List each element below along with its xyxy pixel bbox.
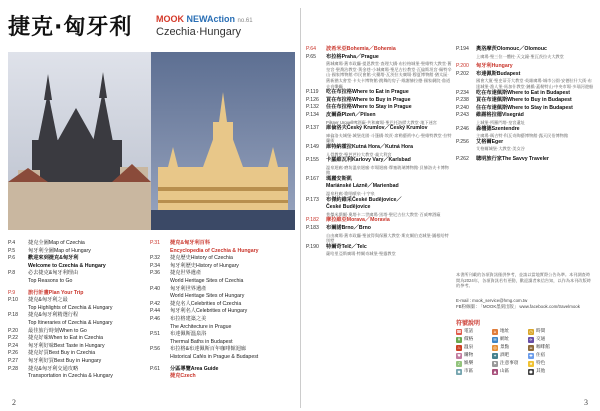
legend-item — [528, 336, 564, 344]
toc-page-number — [8, 263, 28, 271]
toc-mid-col — [306, 46, 452, 257]
legend-grid — [456, 328, 596, 376]
toc-page-number: P.65 — [306, 53, 317, 60]
legend-item — [528, 328, 564, 336]
contact-line: FB粉絲團 : 「MOOK墨刻出版」 www.facebook.com/travelmook — [456, 304, 580, 309]
toc-page-number: P.194 — [456, 46, 469, 52]
toc-entry-title: 捷克好買Best Buy in Czechia — [28, 350, 96, 357]
toc-entry — [150, 366, 298, 374]
toc-entry-title: 特爾奇Telč／Telc — [326, 243, 367, 250]
legend-item — [492, 360, 528, 368]
toc-entry-title: 住在布達佩斯Where to Stay in Budapest — [476, 104, 573, 111]
toc-entry-title: 人骨教堂·聖芭芭拉大教堂·義大利宮 — [326, 151, 392, 157]
legend-icon: ♥ — [457, 353, 461, 358]
toc-page-number: P.243 — [456, 112, 469, 119]
legend-label: 時間 — [536, 329, 546, 334]
toc-page-number: P.61 — [150, 365, 161, 372]
toc-entry — [306, 144, 452, 152]
toc-page-number: P.40 — [150, 285, 161, 292]
toc-entry — [306, 61, 452, 89]
legend-label: 其他 — [536, 369, 546, 374]
toc-page-number: P.202 — [456, 70, 469, 77]
brand-logo — [156, 14, 253, 24]
toc-entry — [306, 225, 452, 233]
toc-entry-title: 捷克好味When to Eat in Czechia — [28, 335, 103, 342]
toc-entry-title: 捷克&匈牙利精選行程 — [28, 312, 79, 319]
toc-entry — [306, 251, 452, 257]
toc-entry-title: 摩拉維亞Morava／Moravia — [326, 217, 390, 224]
toc-page-number: P.256 — [456, 138, 469, 145]
toc-entry — [150, 240, 298, 248]
toc-entry — [456, 78, 594, 89]
toc-entry — [306, 165, 452, 176]
toc-entry-title: 上城堡·所羅門塔·皇宮遺址 — [476, 119, 525, 125]
toc-entry-title: 捷克&匈牙利交通攻略 — [28, 365, 79, 372]
toc-entry-title: 國會大廈·聖史蒂芬大教堂·英雄廣場·城市公園·安德拉什大街·布達城堡·漁人堡·馬加什教堂·鏈橋·蓋勒特山·中央市場·多瑙河遊船 — [476, 78, 594, 89]
toc-entry-title: 匈牙利歷史History of Hungary — [170, 262, 239, 269]
legend-icon: ✉ — [493, 337, 497, 342]
toc-entry-title: 吃在布拉格Where to Eat in Prague — [326, 89, 409, 96]
legend-item — [528, 360, 564, 368]
toc-entry-title: 旅行計畫Plan Your Trip — [28, 289, 84, 296]
legend-item — [492, 344, 528, 352]
toc-entry-title: 買在布達佩斯Where to Buy in Budapest — [476, 97, 572, 104]
legend-item — [456, 368, 492, 376]
toc-entry-title: 溫泉迴廊·磨坊溫泉迴廊·市場迴廊·摩塞玻璃博物館·貝赫洛夫卡博物館 — [326, 164, 449, 176]
toc-entry-title: Welcome to Czechia & Hungary — [28, 262, 106, 269]
toc-entry — [8, 240, 148, 248]
toc-entry — [150, 373, 298, 381]
toc-entry-title: 薩哈里亞斯廣場·特爾奇城堡·聖靈教堂 — [326, 251, 396, 257]
toc-entry — [150, 316, 298, 324]
toc-page-number: P.119 — [306, 89, 319, 96]
toc-entry-title: 匈牙利Hungary — [476, 63, 513, 70]
toc-entry — [306, 233, 452, 244]
toc-entry — [306, 89, 452, 97]
toc-page-number: P.27 — [8, 357, 19, 364]
legend-icon: ⌂ — [493, 329, 497, 334]
toc-page-number — [150, 339, 170, 347]
toc-entry-title: 捷克&匈牙利之最 — [28, 297, 68, 304]
toc-entry-title: Encyclopedia of Czechia & Hungary — [170, 247, 259, 254]
toc-entry — [150, 331, 298, 339]
legend-icon: ♪ — [457, 361, 461, 366]
page-number-right: 3 — [584, 398, 588, 407]
issue-number: no.61 — [237, 18, 253, 24]
toc-page-number: P.26 — [8, 350, 19, 357]
toc-entry-title: 匈牙利好買Best Buy in Hungary — [28, 357, 102, 364]
toc-entry — [150, 308, 298, 316]
toc-page-number: P.31 — [150, 240, 161, 246]
toc-page-number: P.56 — [150, 346, 161, 353]
toc-entry-title: 主廣場·瑪吉特·科瓦奇陶藝博物館·露天民俗博物館 — [476, 133, 569, 139]
toc-page-number: P.173 — [306, 196, 319, 203]
toc-entry-title: Top Highlights of Czechia & Hungary — [28, 304, 113, 311]
toc-entry-title: 吃在布達佩斯Where to Eat in Budapest — [476, 89, 570, 96]
toc-entry-title: 買在布拉格Where to Buy in Prague — [326, 96, 411, 103]
toc-page-number — [150, 354, 170, 362]
legend-icon: ● — [529, 369, 533, 374]
toc-entry — [8, 335, 148, 343]
toc-left-col1 — [8, 240, 148, 381]
legend-item — [456, 360, 492, 368]
toc-entry — [306, 133, 452, 144]
gutter-divider — [300, 8, 301, 408]
legend-label: 特色 — [536, 361, 546, 366]
toc-entry-title: The Architecture in Prague — [170, 323, 232, 330]
toc-entry-title: 瑪麗安斯凱 — [326, 175, 352, 182]
toc-page-number: P.10 — [8, 297, 19, 304]
toc-page-number — [306, 133, 326, 144]
toc-entry-title: Thermal Baths in Budapest — [170, 338, 233, 345]
toc-page-number — [306, 183, 326, 191]
toc-entry — [456, 156, 594, 164]
toc-page-number — [150, 373, 170, 381]
toc-entry — [456, 126, 594, 134]
legend-icon: ✈ — [529, 337, 533, 342]
toc-entry-title: Top Reasons to Go — [28, 277, 73, 284]
toc-entry — [8, 312, 148, 320]
toc-entry-title: 庫倫洛夫Český Krumlov／Český Krumlov — [326, 125, 428, 132]
toc-entry-title: 自由廣場·舊市政廳·聖彼得與保羅大教堂·斯皮爾伯克城堡·圖根哈特別墅 — [326, 232, 449, 244]
toc-entry — [456, 63, 594, 71]
toc-entry — [150, 278, 298, 286]
toc-entry-title: 匈牙利全圖Map of Hungary — [28, 247, 91, 254]
legend-label: 網址 — [500, 337, 510, 342]
toc-page-number: P.167 — [306, 175, 319, 182]
toc-page-number — [306, 251, 326, 257]
legend-icon: ⚑ — [493, 361, 497, 366]
legend-icon: ✦ — [493, 353, 497, 358]
toc-entry-title: World Heritage Sites of Hungary — [170, 293, 245, 300]
toc-page-number — [456, 78, 476, 89]
toc-page-number — [150, 248, 170, 256]
toc-page-number — [150, 278, 170, 286]
legend-label: 電話 — [464, 329, 474, 334]
toc-page-number — [306, 233, 326, 244]
legend-label: 景點 — [500, 345, 510, 350]
toc-entry — [8, 358, 148, 366]
toc-entry — [150, 293, 298, 301]
toc-entry-title: 維謝格拉德Visegrád — [476, 112, 524, 119]
toc-entry — [150, 255, 298, 263]
city-collage-image — [8, 52, 295, 230]
toc-entry — [8, 366, 148, 374]
legend-label: 山區 — [500, 369, 510, 374]
legend-item — [528, 344, 564, 352]
toc-entry-title: 布達佩斯Budapest — [476, 70, 521, 77]
toc-entry-title: 艾格爾Eger — [476, 138, 504, 145]
legend-icon: ♨ — [457, 345, 461, 350]
toc-entry-title: 捷克Czech — [170, 373, 196, 380]
page-number-left: 2 — [12, 398, 16, 407]
toc-page-number — [150, 293, 170, 301]
contact-block — [456, 298, 596, 310]
toc-page-number: P.132 — [306, 104, 319, 111]
toc-page-number: P.42 — [150, 300, 161, 307]
toc-entry — [8, 255, 148, 263]
legend-icon: ◷ — [529, 329, 533, 334]
toc-entry-title: 皮爾森Plzeň／Pilsen — [326, 111, 376, 118]
toc-entry — [456, 46, 594, 54]
legend-item — [492, 328, 528, 336]
toc-page-number: P.24 — [8, 342, 19, 349]
toc-entry-title: 波希米亞Bohemia／Bohemia — [326, 46, 396, 52]
toc-page-number — [8, 278, 28, 286]
toc-page-number: P.234 — [456, 89, 469, 96]
legend-item — [492, 352, 528, 360]
legend-icon: ◎ — [493, 345, 497, 350]
legend-item — [528, 368, 564, 376]
toc-page-number: P.126 — [306, 96, 319, 103]
toc-entry-title: 布拉格建築之美 — [170, 315, 207, 322]
toc-entry — [306, 217, 452, 225]
toc-page-number: P.238 — [456, 97, 469, 104]
toc-entry-title: 布拉格Praha／Prague — [326, 53, 379, 60]
toc-entry-title: Top Itineraries of Czechia & Hungary — [28, 319, 113, 326]
toc-entry-title: 艾格爾城堡·大教堂·美女谷 — [476, 146, 525, 152]
toc-entry — [8, 278, 148, 286]
toc-page-number: P.36 — [150, 270, 161, 277]
toc-entry — [306, 125, 452, 133]
magazine-title: 捷克·匈牙利 — [8, 15, 133, 40]
toc-entry — [306, 183, 452, 191]
toc-page-number: P.46 — [150, 315, 161, 322]
toc-entry-title: 聰明旅行家The Savvy Traveler — [476, 155, 549, 162]
brand-action: NEWAction — [186, 14, 236, 24]
toc-page-number: P.5 — [8, 247, 16, 254]
toc-right-col — [456, 46, 594, 164]
legend-icon: ¥ — [457, 337, 461, 342]
toc-entry-title: Historical Cafés in Prague & Budapest — [170, 353, 259, 360]
toc-entry-title: Pilsner Urquell啤酒廠·共和廣場·聖巴托洛繆大教堂·地下迷宮 — [326, 119, 437, 125]
toc-entry-title: 住在布拉格Where to Stay in Prague — [326, 104, 412, 111]
toc-entry-title: 森檀德Szentendre — [476, 125, 520, 132]
legend-label: 注意事項 — [500, 361, 519, 366]
toc-page-number — [306, 61, 326, 89]
toc-page-number: P.240 — [456, 104, 469, 111]
toc-entry-title: Mariánské Lázně／Marienbad — [326, 183, 399, 190]
toc-page-number: P.9 — [8, 289, 16, 296]
toc-entry — [456, 97, 594, 105]
legend-label: 娛樂 — [464, 361, 474, 366]
toc-entry — [8, 373, 148, 381]
toc-page-number — [306, 165, 326, 176]
toc-entry — [8, 270, 148, 278]
legend-title: 符號說明 — [456, 320, 481, 327]
toc-page-number: P.262 — [456, 155, 469, 162]
toc-entry — [306, 46, 452, 54]
legend-label: 價格 — [464, 337, 474, 342]
notice-text: 本書所刊載的各項資訊僅供參考，並請以當地實際公告為準。本刊調查時間為2024年，各項資訊若有更動，歡迎讀者來信告知，以作為本刊改版時的參考。 — [456, 272, 591, 289]
toc-entry-title: 必去捷克&匈牙利理由 — [28, 270, 79, 277]
toc-page-number: P.134 — [306, 111, 319, 118]
legend-label: 購物 — [464, 353, 474, 358]
legend-icon: ▲ — [493, 369, 497, 374]
toc-entry — [306, 112, 452, 120]
toc-entry — [306, 104, 452, 112]
legend-icon: ★ — [529, 361, 533, 366]
legend-label: 地址 — [500, 329, 510, 334]
magazine-subtitle: Czechia·Hungary — [156, 26, 241, 38]
toc-entry-title: 捷克世界遺產 — [170, 270, 202, 277]
cover-photo — [8, 52, 295, 230]
toc-left-col2 — [150, 240, 298, 381]
toc-entry — [8, 297, 148, 305]
toc-page-number: P.246 — [456, 125, 469, 132]
toc-entry-title: 溫泉柱廊·歌唱噴泉·十字泉 — [326, 191, 375, 197]
legend-item — [456, 352, 492, 360]
toc-page-number: P.4 — [8, 240, 16, 246]
toc-entry-title: 庫特納霍拉Kutná Hora／Kutná Hora — [326, 143, 414, 150]
toc-entry-title: 最佳旅行時刻When to Go — [28, 327, 87, 334]
legend-icon: ☕ — [529, 345, 533, 350]
legend-icon: ✚ — [529, 353, 533, 358]
toc-entry-title: 捷克全圖Map of Czechia — [28, 240, 85, 246]
toc-entry-title: 捷克歷史History of Czechia — [170, 255, 233, 262]
legend-item — [456, 344, 492, 352]
toc-entry — [150, 286, 298, 294]
toc-entry-title: Transportation in Czechia & Hungary — [28, 373, 113, 380]
brand-mook: MOOK — [156, 14, 184, 24]
toc-entry — [150, 354, 298, 362]
toc-entry — [8, 350, 148, 358]
toc-page-number: P.6 — [8, 255, 16, 262]
toc-page-number: P.32 — [150, 255, 161, 262]
legend-item — [456, 336, 492, 344]
toc-entry — [150, 270, 298, 278]
toc-page-number: P.149 — [306, 143, 319, 150]
legend-icon: ◆ — [457, 369, 461, 374]
toc-page-number: P.200 — [456, 63, 469, 70]
toc-entry-title: 捷克&匈牙利百科 — [170, 240, 211, 246]
toc-page-number — [8, 305, 28, 313]
toc-entry — [8, 320, 148, 328]
toc-entry-title: 匈牙利好味Best Taste in Hungary — [28, 342, 105, 349]
toc-page-number: P.182 — [306, 217, 319, 224]
legend-item — [456, 328, 492, 336]
toc-page-number — [150, 324, 170, 332]
toc-page-number: P.44 — [150, 308, 161, 315]
toc-page-number: P.183 — [306, 225, 319, 232]
toc-page-number — [306, 204, 326, 212]
legend-item — [492, 368, 528, 376]
toc-page-number: P.18 — [8, 312, 19, 319]
toc-entry-title: 舊城廣場·舊市政廳·提恩教堂·查理大橋·布拉格城堡·聖維特大教堂·舊皇宮·聖喬治教堂·黃金巷·小城廣場·聖尼古拉教堂·瓦倫斯坦宮·佩特辛山·國家博物館·市民會館·火藥塔·瓦茨拉夫廣場·穆夏博物館·猶太區·舊新猶太會堂·卡夫卡博物館·跳舞的房子·維謝赫拉德·國家劇院·魯道夫音樂廳 — [326, 61, 452, 89]
toc-entry-title: 上廣場·聖三位一體柱·天文鐘·聖瓦茨拉夫大教堂 — [476, 53, 564, 59]
toc-entry-title: 奧洛摩茨Olomouc／Olomouc — [476, 46, 547, 52]
toc-entry-title: 捷克名人Celebrities of Czechia — [170, 300, 242, 307]
toc-entry-title: 布傑約維采České Budějovice／ — [326, 196, 402, 203]
legend-label: 交通 — [536, 337, 546, 342]
toc-entry-title: 布爾諾Brno／Brno — [326, 225, 371, 232]
toc-entry-title: 卡羅維瓦利Karlovy Vary／Karlsbad — [326, 157, 411, 164]
toc-page-number: P.8 — [8, 270, 16, 277]
toc-entry-title: 庫倫洛夫城堡·城堡花園·斗篷橋·埃貢·席勒藝術中心·聖維特教堂·拉特蘭街 — [326, 132, 452, 144]
toc-entry-title: 歡迎來到捷克&匈牙利 — [28, 255, 79, 262]
toc-page-number: P.22 — [8, 335, 19, 342]
toc-page-number: P.190 — [306, 243, 319, 250]
legend-label: 住宿 — [536, 353, 546, 358]
toc-page-number: P.64 — [306, 46, 317, 52]
toc-entry — [150, 324, 298, 332]
contact-line: E-mail : mook_service@hmg.com.tw — [456, 298, 528, 303]
toc-page-number: P.34 — [150, 262, 161, 269]
toc-entry — [456, 112, 594, 120]
toc-entry — [8, 328, 148, 336]
toc-page-number: P.137 — [306, 125, 319, 132]
toc-entry — [150, 346, 298, 354]
toc-page-number: P.20 — [8, 327, 19, 334]
toc-page-number: P.28 — [8, 365, 19, 372]
toc-page-number: P.51 — [150, 331, 161, 338]
toc-entry-title: 普傑米斯爾·奧塔卡二世廣場·黑塔·聖尼古拉大教堂·百威啤酒廠 — [326, 211, 441, 217]
toc-page-number: P.155 — [306, 157, 319, 164]
toc-entry-title: 分區導覽Area Guide — [170, 365, 219, 372]
toc-entry — [306, 204, 452, 212]
toc-page-number — [8, 320, 28, 328]
toc-entry-title: 匈牙利世界遺產 — [170, 285, 207, 292]
toc-entry-title: 匈牙利名人Celebrities of Hungary — [170, 308, 248, 315]
toc-entry-title: 布達佩斯溫泉浴 — [170, 331, 207, 338]
legend-item — [528, 352, 564, 360]
legend-item — [492, 336, 528, 344]
legend-label: 市區 — [464, 369, 474, 374]
legend-icon: ☎ — [456, 329, 462, 334]
legend-label: 咖啡館 — [536, 345, 550, 350]
legend-label: 溫泉 — [464, 345, 474, 350]
toc-entry-title: České Budějovice — [326, 204, 371, 211]
toc-page-number — [8, 373, 28, 381]
toc-entry-title: World Heritage Sites of Czechia — [170, 277, 244, 284]
toc-entry-title: 布拉格&布達佩斯百年咖啡館迴廊 — [170, 346, 247, 353]
toc-entry — [306, 157, 452, 165]
legend-label: 酒吧 — [500, 353, 510, 358]
